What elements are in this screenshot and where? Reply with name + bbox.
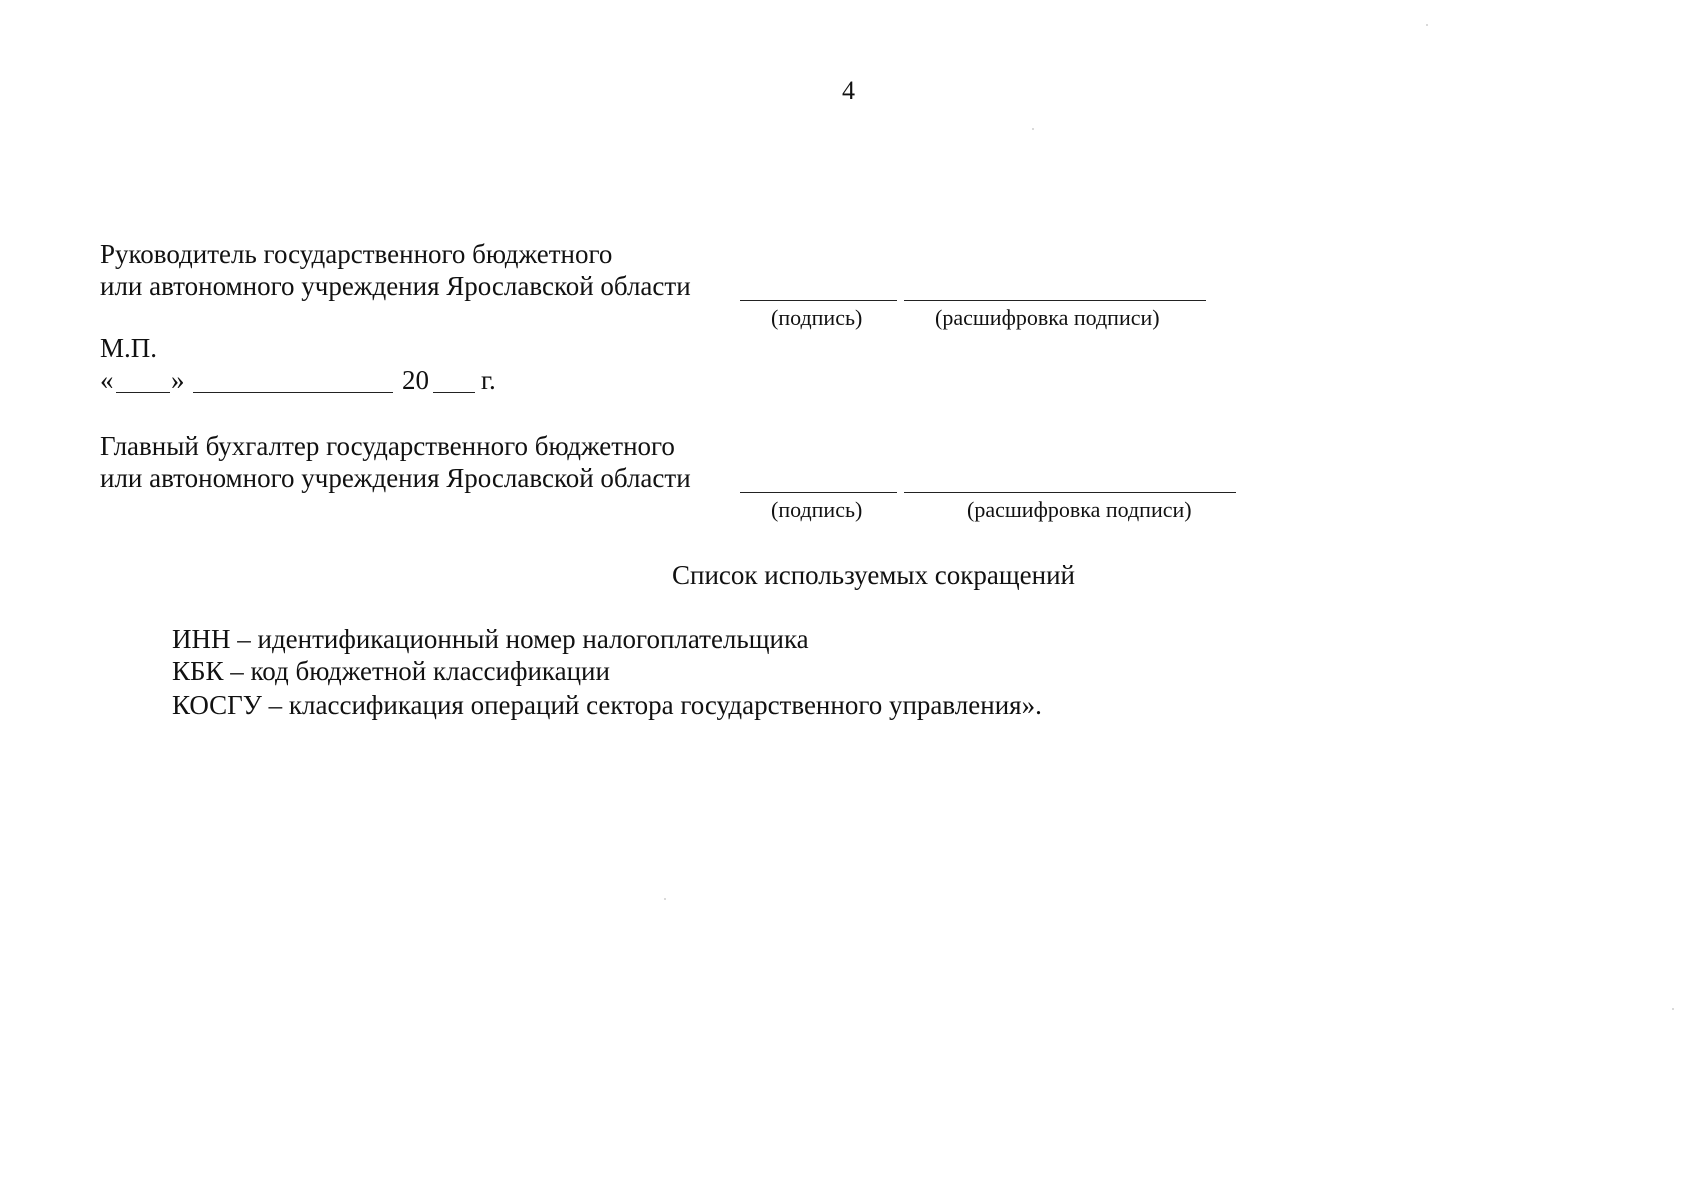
scan-speck xyxy=(1672,1008,1674,1010)
page-number: 4 xyxy=(842,76,855,105)
abbreviation-item: ИНН – идентификационный номер налогоплательщика xyxy=(172,624,809,654)
stamp-place-label: М.П. xyxy=(100,333,158,363)
accountant-signature-line[interactable] xyxy=(740,492,897,493)
date-quote-open: « xyxy=(100,365,114,395)
director-title-line2: или автономного учреждения Ярославской области xyxy=(100,271,691,301)
abbreviations-heading: Список используемых сокращений xyxy=(672,560,1075,590)
date-quote-close: » xyxy=(171,365,185,395)
date-year-line[interactable] xyxy=(433,392,475,393)
accountant-decode-caption: (расшифровка подписи) xyxy=(967,497,1192,522)
date-day-line[interactable] xyxy=(116,392,170,393)
director-signature-line[interactable] xyxy=(740,300,897,301)
date-month-line[interactable] xyxy=(193,392,393,393)
director-decode-caption: (расшифровка подписи) xyxy=(935,305,1160,330)
director-title-line1: Руководитель государственного бюджетного xyxy=(100,239,613,269)
accountant-title-line1: Главный бухгалтер государственного бюджетного xyxy=(100,431,675,461)
abbreviation-item: КОСГУ – классификация операций сектора государственного управления». xyxy=(172,690,1042,720)
scan-speck xyxy=(664,898,666,900)
abbreviation-item: КБК – код бюджетной классификации xyxy=(172,656,610,686)
director-signature-decode-line[interactable] xyxy=(904,300,1206,301)
date-year-suffix: г. xyxy=(481,365,496,395)
scan-speck xyxy=(1426,24,1428,26)
accountant-signature-decode-line[interactable] xyxy=(904,492,1236,493)
accountant-title-line2: или автономного учреждения Ярославской области xyxy=(100,463,691,493)
director-signature-caption: (подпись) xyxy=(771,305,863,330)
date-year-prefix: 20 xyxy=(402,365,429,395)
scan-speck xyxy=(1032,128,1034,130)
accountant-signature-caption: (подпись) xyxy=(771,497,863,522)
